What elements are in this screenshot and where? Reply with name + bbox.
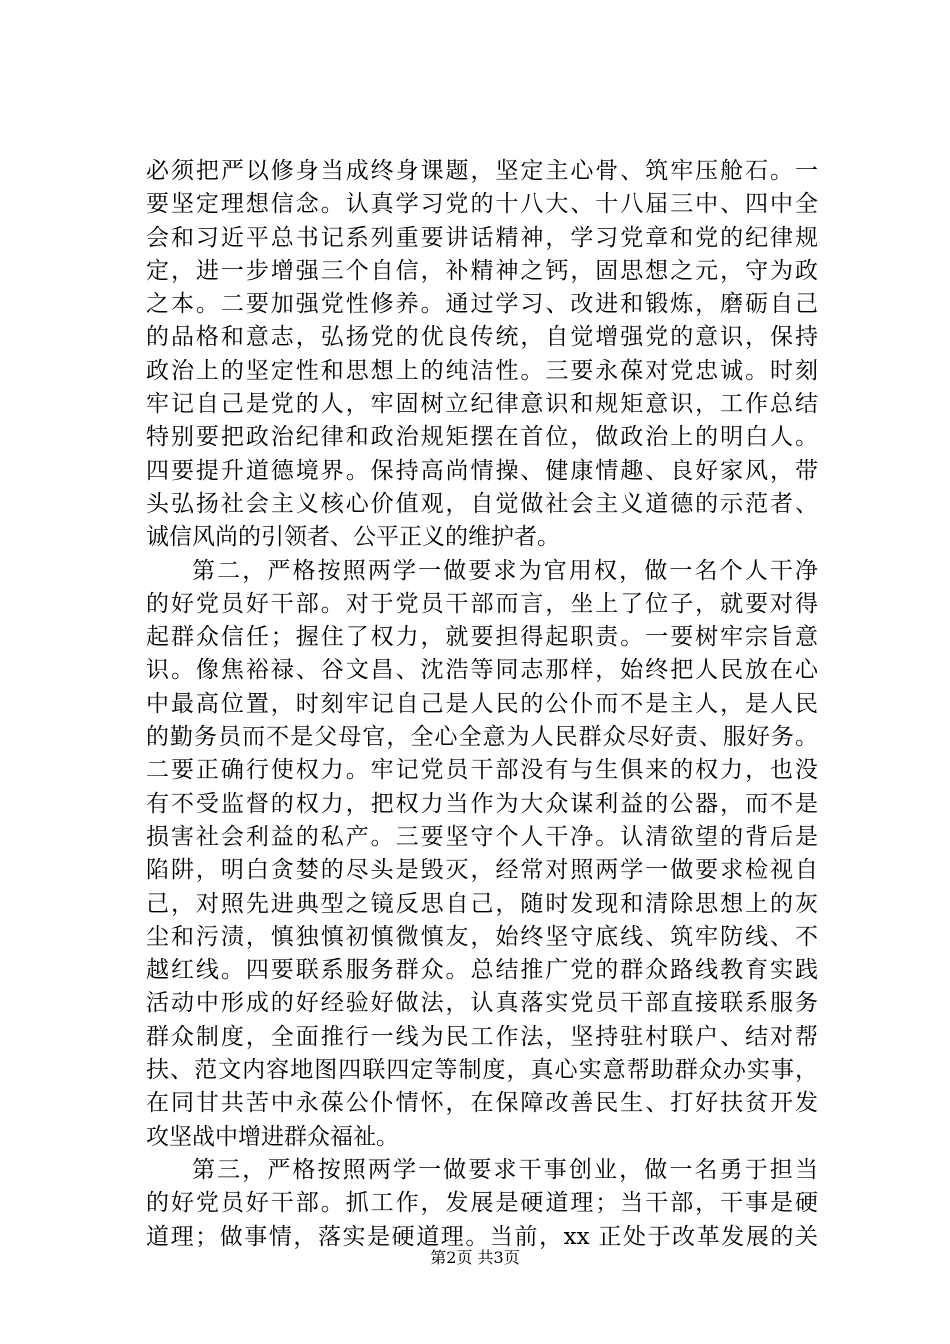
text-line: 之本。二要加强党性修养。通过学习、改进和锻炼，磨砺自己 bbox=[146, 291, 818, 318]
text-line: 活动中形成的好经验好做法，认真落实党员干部直接联系服务 bbox=[146, 990, 818, 1017]
text-line: 陷阱，明白贪婪的尽头是毁灭，经常对照两学一做要求检视自 bbox=[146, 857, 818, 884]
text-line: 的品格和意志，弘扬党的优良传统，自觉增强党的意识，保持 bbox=[146, 324, 818, 351]
text-line: 定，进一步增强三个自信，补精神之钙，固思想之元，守为政 bbox=[146, 257, 818, 284]
text-line: 攻坚战中增进群众福祉。 bbox=[146, 1123, 399, 1150]
text-line: 政治上的坚定性和思想上的纯洁性。三要永葆对党忠诚。时刻 bbox=[146, 357, 818, 384]
text-line: 道理；做事情，落实是硬道理。当前，xx 正处于改革发展的关 bbox=[146, 1223, 818, 1250]
paragraph-first-line: 第三，严格按照两学一做要求干事创业，做一名勇于担当 bbox=[192, 1156, 818, 1183]
body-text bbox=[146, 155, 818, 1254]
text-line: 的勤务员而不是父母官，全心全意为人民群众尽好责、服好务。 bbox=[146, 724, 818, 751]
text-line: 中最高位置，时刻牢记自己是人民的公仆而不是主人，是人民 bbox=[146, 690, 818, 717]
text-line: 有不受监督的权力，把权力当作为大众谋利益的公器，而不是 bbox=[146, 790, 818, 817]
page-number-footer: 第2页 共3页 bbox=[430, 1248, 520, 1267]
text-line: 起群众信任；握住了权力，就要担得起职责。一要树牢宗旨意 bbox=[146, 624, 818, 651]
text-line: 诚信风尚的引领者、公平正义的维护者。 bbox=[146, 524, 560, 551]
text-line: 群众制度，全面推行一线为民工作法，坚持驻村联户、结对帮 bbox=[146, 1023, 818, 1050]
text-line: 头弘扬社会主义核心价值观，自觉做社会主义道德的示范者、 bbox=[146, 490, 818, 517]
text-line: 必须把严以修身当成终身课题，坚定主心骨、筑牢压舱石。一 bbox=[146, 158, 818, 184]
text-line: 牢记自己是党的人，牢固树立纪律意识和规矩意识，工作总结 bbox=[146, 391, 818, 418]
text-line: 识。像焦裕禄、谷文昌、沈浩等同志那样，始终把人民放在心 bbox=[146, 657, 818, 684]
text-line: 越红线。四要联系服务群众。总结推广党的群众路线教育实践 bbox=[146, 957, 818, 984]
text-line: 的好党员好干部。对于党员干部而言，坐上了位子，就要对得 bbox=[146, 590, 818, 617]
text-line: 要坚定理想信念。认真学习党的十八大、十八届三中、四中全 bbox=[146, 191, 818, 218]
text-line: 己，对照先进典型之镜反思自己，随时发现和清除思想上的灰 bbox=[146, 890, 818, 917]
text-line: 的好党员好干部。抓工作，发展是硬道理；当干部，干事是硬 bbox=[146, 1190, 818, 1217]
paragraph-first-line: 第二，严格按照两学一做要求为官用权，做一名个人干净 bbox=[192, 557, 818, 584]
text-line: 尘和污渍，慎独慎初慎微慎友，始终坚守底线、筑牢防线、不 bbox=[146, 923, 818, 950]
text-line: 特别要把政治纪律和政治规矩摆在首位，做政治上的明白人。 bbox=[146, 424, 818, 451]
text-line: 四要提升道德境界。保持高尚情操、健康情趣、良好家风，带 bbox=[146, 457, 818, 484]
text-line: 二要正确行使权力。牢记党员干部没有与生俱来的权力，也没 bbox=[146, 757, 818, 784]
text-line: 损害社会利益的私产。三要坚守个人干净。认清欲望的背后是 bbox=[146, 823, 818, 850]
text-line: 会和习近平总书记系列重要讲话精神，学习党章和党的纪律规 bbox=[146, 224, 818, 251]
text-line: 在同甘共苦中永葆公仆情怀，在保障改善民生、打好扶贫开发 bbox=[146, 1090, 818, 1117]
text-line: 扶、范文内容地图四联四定等制度，真心实意帮助群众办实事， bbox=[146, 1057, 818, 1084]
